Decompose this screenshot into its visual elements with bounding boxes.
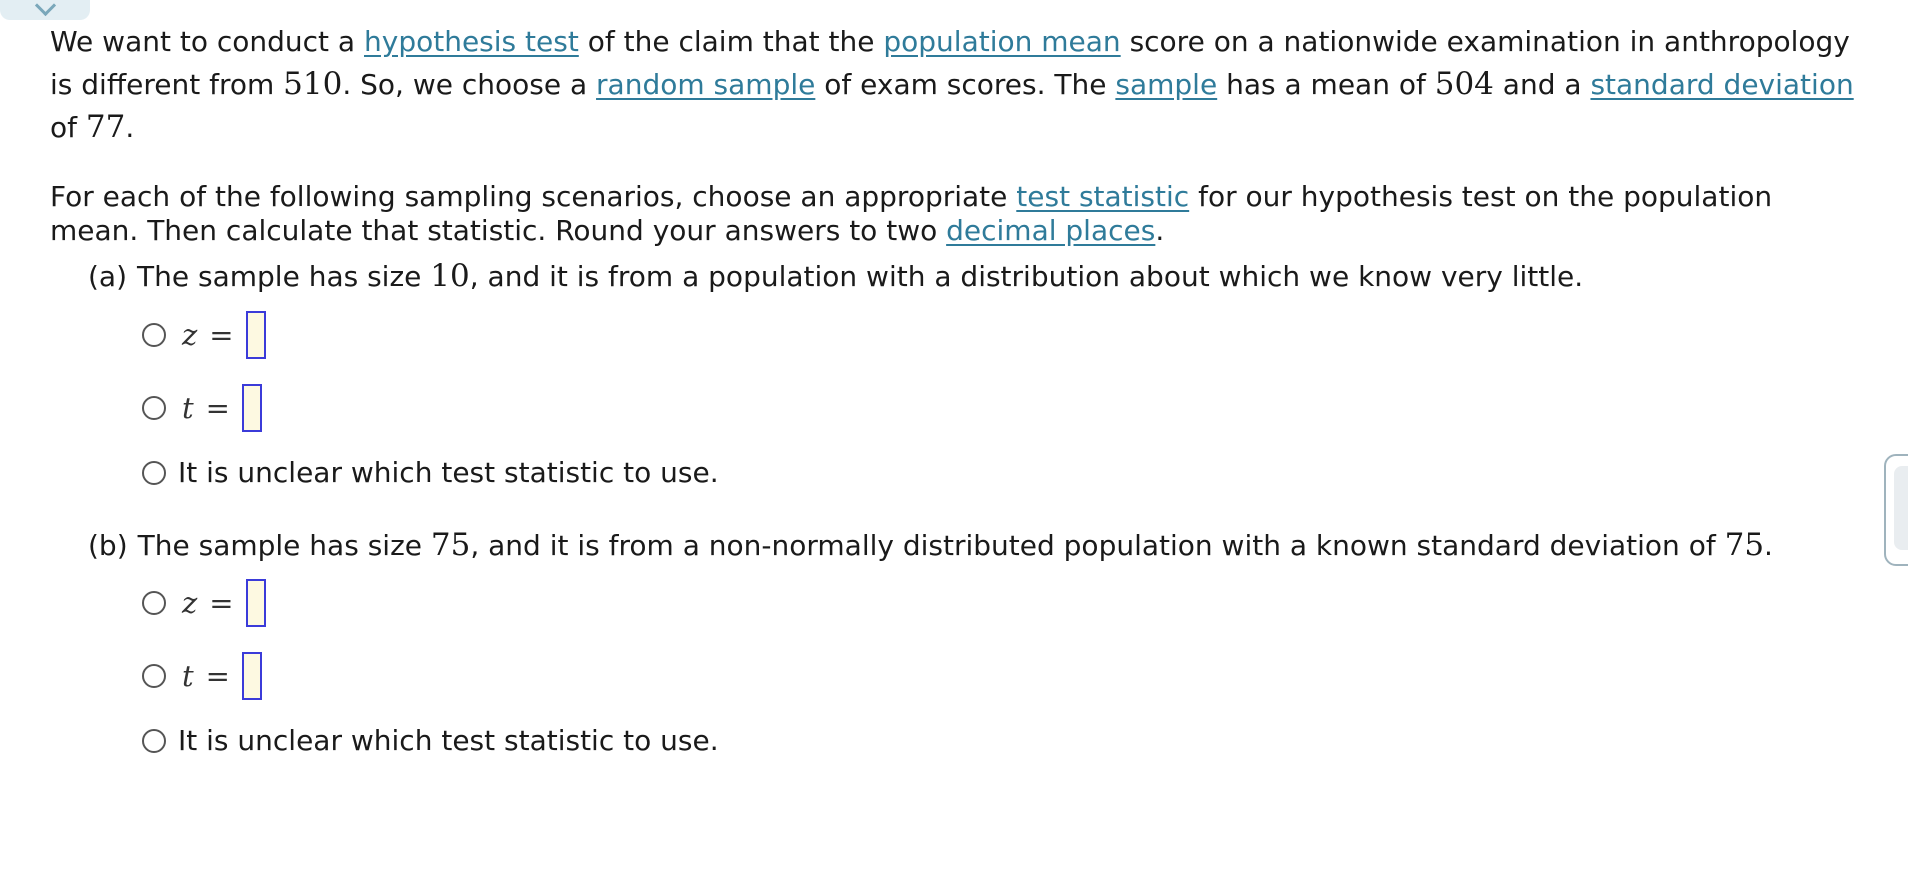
sample-size-value: 75 (430, 527, 471, 563)
question-text: , and it is from a non-normally distributed population with a known standard deviation of (470, 529, 1725, 562)
radio-button[interactable] (142, 664, 166, 688)
part-b-option-z (142, 579, 266, 627)
known-sd-value: 75 (1724, 527, 1765, 563)
link-hypothesis-test[interactable]: hypothesis test (364, 25, 579, 58)
sample-size-value: 10 (430, 258, 470, 294)
intro-text: score on a nationwide examination in anthropology is different from (50, 25, 1850, 101)
equals-sign: = (205, 659, 230, 693)
part-a-option-t (142, 384, 262, 432)
link-standard-deviation[interactable]: standard deviation (1590, 68, 1854, 101)
z-answer-input[interactable] (246, 311, 266, 359)
unclear-option-label[interactable]: It is unclear which test statistic to use. (178, 724, 719, 757)
question-text: The sample has size (137, 260, 431, 293)
intro-text: of (50, 111, 86, 144)
part-b-option-unclear (142, 724, 719, 757)
equals-sign: = (209, 586, 234, 620)
z-variable: z (182, 318, 198, 352)
link-sample[interactable]: sample (1115, 68, 1218, 101)
link-random-sample[interactable]: random sample (596, 68, 816, 101)
question-text: The sample has size (137, 529, 431, 562)
part-a-option-unclear (142, 456, 719, 489)
radio-button[interactable] (142, 729, 166, 753)
equals-sign: = (205, 391, 230, 425)
part-label: (b) (88, 529, 128, 562)
part-a-question (88, 258, 1583, 294)
link-test-statistic[interactable]: test statistic (1016, 180, 1190, 213)
instructions (50, 180, 1860, 248)
intro-text: We want to conduct a (50, 25, 364, 58)
part-label: (a) (88, 260, 128, 293)
unclear-option-label[interactable]: It is unclear which test statistic to use. (178, 456, 719, 489)
instructions-text: . (1155, 214, 1165, 247)
intro-text: . So, we choose a (342, 68, 597, 101)
intro-text: has a mean of (1217, 68, 1435, 101)
claimed-mean-value: 510 (283, 66, 343, 102)
question-text: . (1764, 529, 1773, 562)
part-b-option-t (142, 652, 262, 700)
sample-mean-value: 504 (1434, 66, 1494, 102)
problem-intro (50, 20, 1860, 149)
t-answer-input[interactable] (242, 384, 262, 432)
z-variable: z (182, 586, 198, 620)
part-b-question (88, 527, 1773, 563)
radio-button[interactable] (142, 323, 166, 347)
t-answer-input[interactable] (242, 652, 262, 700)
instructions-text: For each of the following sampling scenarios, choose an appropriate (50, 180, 1017, 213)
t-variable: t (182, 391, 194, 425)
intro-text: of the claim that the (578, 25, 884, 58)
z-answer-input[interactable] (246, 579, 266, 627)
equals-sign: = (209, 318, 234, 352)
handle-grip (1894, 466, 1908, 550)
radio-button[interactable] (142, 396, 166, 420)
link-population-mean[interactable]: population mean (883, 25, 1121, 58)
link-decimal-places[interactable]: decimal places (946, 214, 1156, 247)
question-text: , and it is from a population with a distribution about which we know very little. (469, 260, 1584, 293)
side-panel-handle[interactable] (1884, 454, 1908, 566)
sample-sd-value: 77 (85, 109, 126, 145)
chevron-down-icon (35, 0, 56, 16)
radio-button[interactable] (142, 461, 166, 485)
intro-text: . (125, 111, 135, 144)
part-a-option-z (142, 311, 266, 359)
t-variable: t (182, 659, 194, 693)
intro-text: of exam scores. The (815, 68, 1116, 101)
radio-button[interactable] (142, 591, 166, 615)
intro-text: and a (1493, 68, 1591, 101)
instructions-text: for our hypothesis test on the population mean. Then calculate that statistic. Round your answers to two (50, 180, 1773, 247)
collapse-tab[interactable] (0, 0, 90, 20)
